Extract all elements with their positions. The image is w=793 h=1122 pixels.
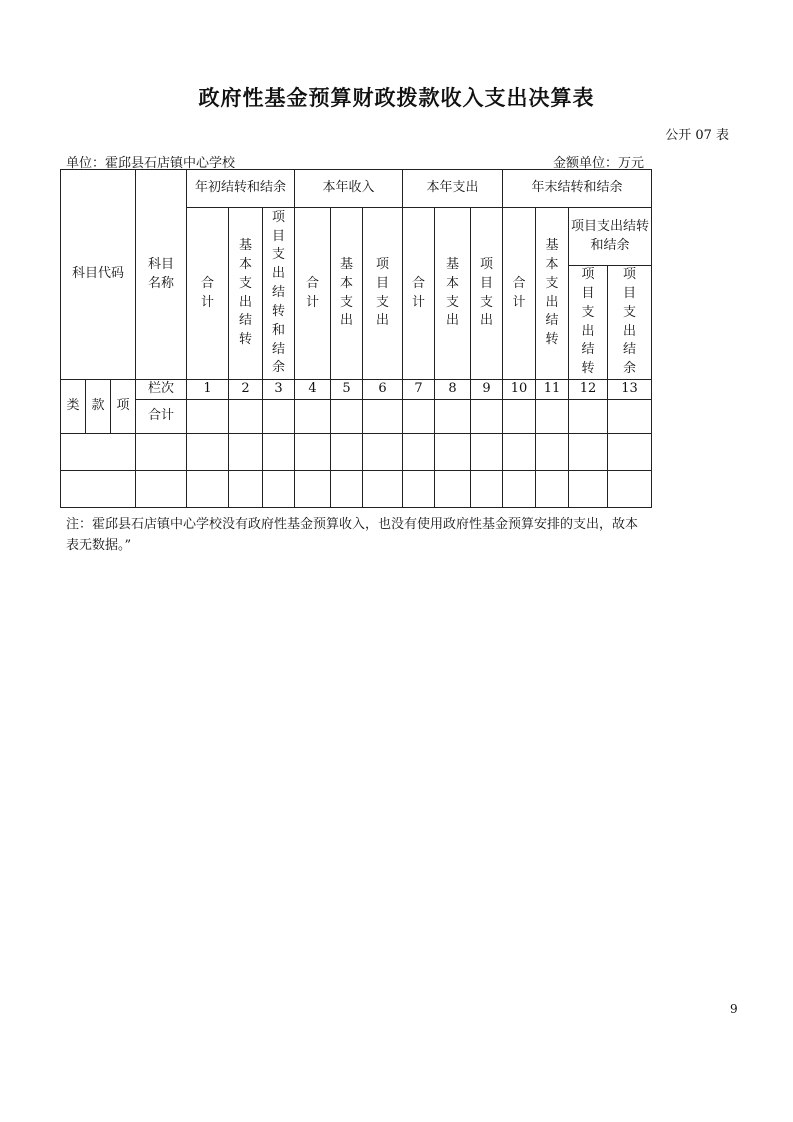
table-cell bbox=[536, 434, 569, 471]
table-cell bbox=[503, 434, 536, 471]
table-cell bbox=[331, 434, 363, 471]
table-cell bbox=[229, 471, 263, 508]
table-cell bbox=[403, 400, 435, 434]
header-end-project-carry: 项目支出结转 bbox=[569, 266, 608, 380]
header-subject-name: 科目名称 bbox=[136, 170, 187, 380]
table-row bbox=[61, 380, 652, 400]
header-subject-code: 科目代码 bbox=[61, 170, 136, 380]
seq-cell: 7 bbox=[403, 380, 435, 400]
header-end-basic-carry: 基本支出结转 bbox=[536, 208, 569, 380]
table-cell bbox=[569, 434, 608, 471]
budget-table bbox=[60, 169, 652, 508]
seq-cell: 6 bbox=[363, 380, 403, 400]
table-cell bbox=[136, 471, 187, 508]
header-begin-basic-carry: 基本支出结转 bbox=[229, 208, 263, 380]
table-cell bbox=[363, 434, 403, 471]
table-cell bbox=[187, 434, 229, 471]
money-unit-label: 金额单位：万元 bbox=[553, 156, 645, 171]
table-cell bbox=[136, 434, 187, 471]
table-cell bbox=[187, 471, 229, 508]
unit-label: 单位：霍邱县石店镇中心学校 bbox=[66, 156, 236, 171]
table-row bbox=[61, 434, 652, 471]
table-cell bbox=[263, 434, 295, 471]
seq-cell: 1 bbox=[187, 380, 229, 400]
table-cell bbox=[536, 471, 569, 508]
header-current-income: 本年收入 bbox=[295, 170, 403, 208]
table-cell bbox=[403, 471, 435, 508]
table-cell bbox=[295, 434, 331, 471]
table-cell bbox=[61, 434, 136, 471]
seq-cell: 8 bbox=[435, 380, 471, 400]
seq-cell: 3 bbox=[263, 380, 295, 400]
table-cell bbox=[331, 471, 363, 508]
header-category-lei: 类 bbox=[61, 380, 86, 434]
footnote: 注：霍邱县石店镇中心学校没有政府性基金预算收入，也没有使用政府性基金预算安排的支出，故本表无数据。” bbox=[66, 517, 639, 554]
table-cell bbox=[569, 471, 608, 508]
header-begin-project-carry-balance: 项目支出结转和结余 bbox=[263, 208, 295, 380]
header-income-project: 项目支出 bbox=[363, 208, 403, 380]
form-number: 公开 07 表 bbox=[665, 128, 729, 143]
header-end-balance: 年末结转和结余 bbox=[503, 170, 652, 208]
table-row bbox=[61, 471, 652, 508]
table-cell bbox=[187, 400, 229, 434]
table-cell bbox=[435, 471, 471, 508]
table-cell bbox=[503, 400, 536, 434]
page-number: 9 bbox=[730, 1002, 738, 1016]
table-cell bbox=[263, 471, 295, 508]
seq-cell: 11 bbox=[536, 380, 569, 400]
seq-cell: 2 bbox=[229, 380, 263, 400]
table-cell bbox=[608, 434, 652, 471]
row-total-label: 合计 bbox=[136, 400, 187, 434]
table-cell bbox=[435, 400, 471, 434]
table-cell bbox=[331, 400, 363, 434]
table-cell bbox=[471, 471, 503, 508]
header-expense-project: 项目支出 bbox=[471, 208, 503, 380]
seq-cell: 12 bbox=[569, 380, 608, 400]
table-cell bbox=[503, 471, 536, 508]
header-end-project-group: 项目支出结转和结余 bbox=[569, 208, 652, 266]
header-begin-balance: 年初结转和结余 bbox=[187, 170, 295, 208]
table-cell bbox=[295, 471, 331, 508]
seq-cell: 10 bbox=[503, 380, 536, 400]
table-row bbox=[61, 400, 652, 434]
table-cell bbox=[435, 434, 471, 471]
table-cell bbox=[263, 400, 295, 434]
page-title: 政府性基金预算财政拨款收入支出决算表 bbox=[198, 85, 595, 110]
header-expense-basic: 基本支出 bbox=[435, 208, 471, 380]
table-cell bbox=[608, 400, 652, 434]
header-expense-total: 合计 bbox=[403, 208, 435, 380]
table-cell bbox=[403, 434, 435, 471]
table-cell bbox=[471, 400, 503, 434]
table-cell bbox=[536, 400, 569, 434]
header-category-kuan: 款 bbox=[86, 380, 111, 434]
table-cell bbox=[471, 434, 503, 471]
table-cell bbox=[295, 400, 331, 434]
table-cell bbox=[61, 471, 136, 508]
header-end-project-balance: 项目支出结余 bbox=[608, 266, 652, 380]
seq-cell: 13 bbox=[608, 380, 652, 400]
header-category-xiang: 项 bbox=[111, 380, 136, 434]
table-cell bbox=[229, 400, 263, 434]
header-begin-total: 合计 bbox=[187, 208, 229, 380]
table-cell bbox=[608, 471, 652, 508]
header-current-expense: 本年支出 bbox=[403, 170, 503, 208]
seq-cell: 5 bbox=[331, 380, 363, 400]
header-end-total: 合计 bbox=[503, 208, 536, 380]
table-cell bbox=[363, 471, 403, 508]
header-income-basic: 基本支出 bbox=[331, 208, 363, 380]
table-cell bbox=[363, 400, 403, 434]
seq-cell: 4 bbox=[295, 380, 331, 400]
table-cell bbox=[569, 400, 608, 434]
header-income-total: 合计 bbox=[295, 208, 331, 380]
row-seq-label: 栏次 bbox=[136, 380, 187, 400]
seq-cell: 9 bbox=[471, 380, 503, 400]
table-cell bbox=[229, 434, 263, 471]
